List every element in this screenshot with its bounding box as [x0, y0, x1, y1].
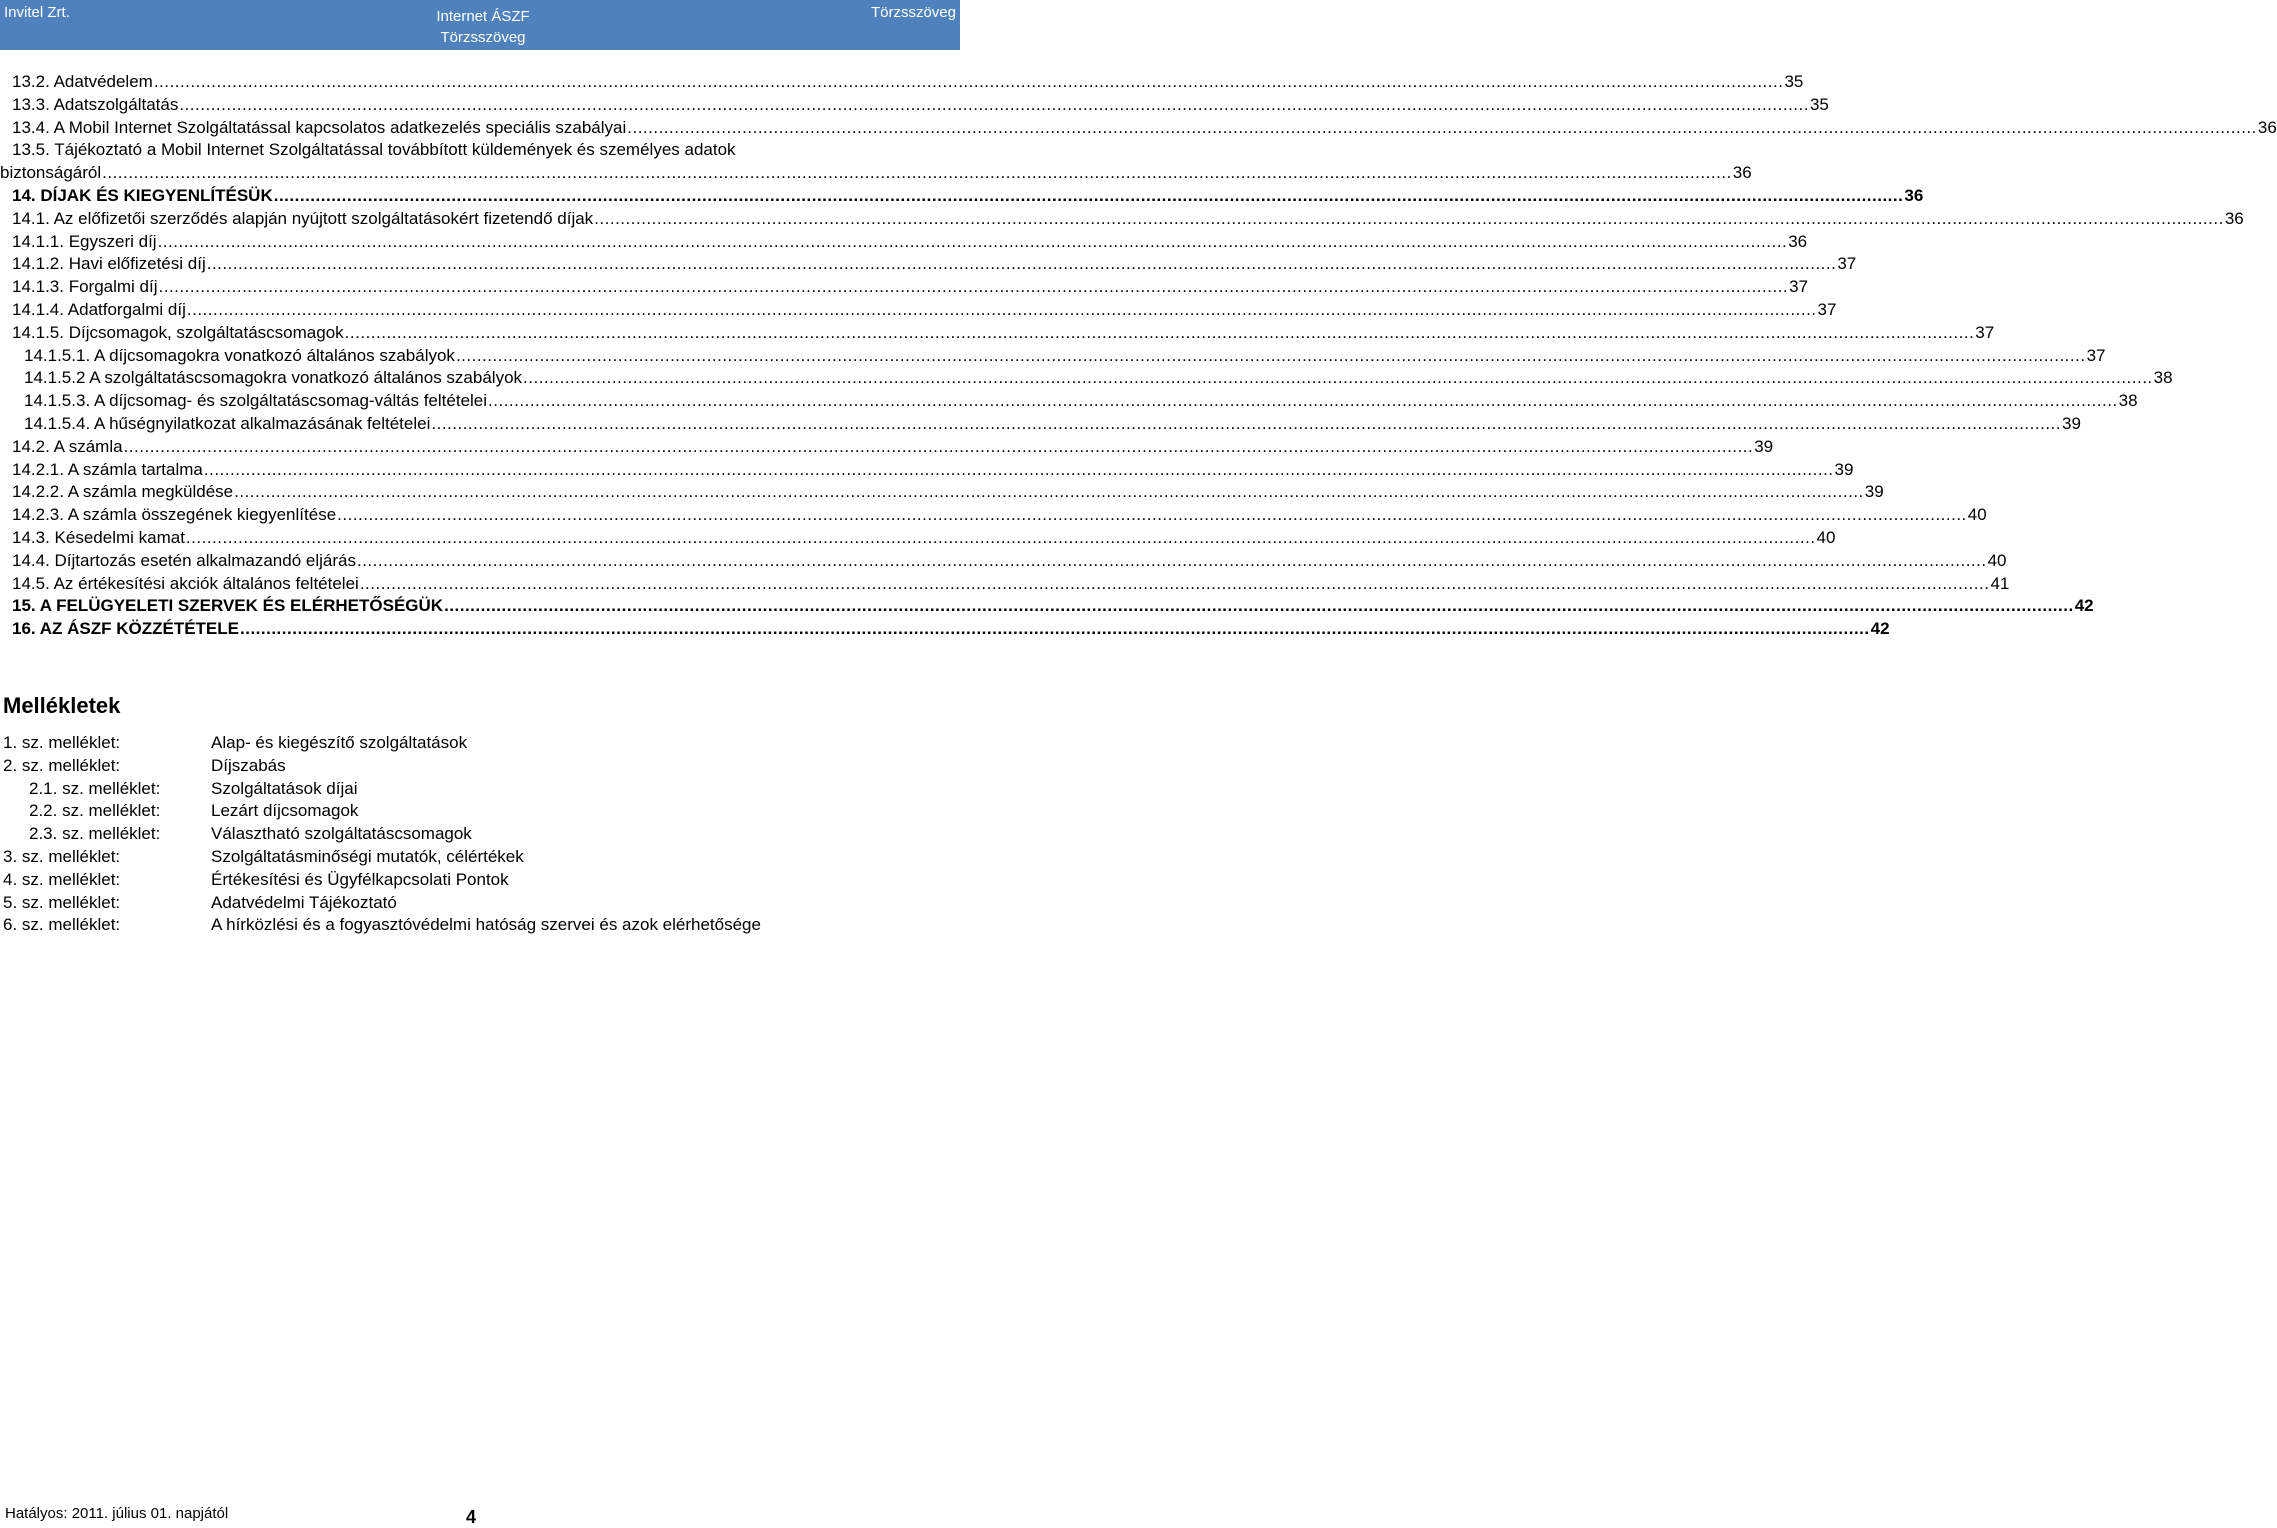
- header-section: Törzsszöveg: [870, 4, 956, 21]
- appendix-label: 4. sz. melléklet:: [3, 869, 121, 889]
- appendix-item: [3, 892, 953, 915]
- footer-page-number: 4: [466, 1507, 477, 1527]
- toc-leader-dots: [431, 413, 2061, 436]
- appendix-item: [3, 732, 953, 755]
- toc-entry-page: 36: [1904, 185, 1924, 205]
- header-company: Invitel Zrt.: [4, 4, 70, 21]
- toc-entry[interactable]: [12, 117, 2277, 140]
- table-of-contents: [0, 71, 2277, 641]
- appendix-item: [3, 778, 953, 801]
- appendix-item: [3, 823, 953, 846]
- toc-entry-page: 41: [1990, 573, 2010, 593]
- toc-entry-page: 37: [1789, 277, 1809, 297]
- toc-entry-title: 14.1.4. Adatforgalmi díj: [12, 299, 186, 319]
- toc-entry[interactable]: [12, 527, 1836, 550]
- toc-leader-dots: [186, 527, 1816, 550]
- appendices-list: [3, 732, 953, 937]
- toc-leader-dots: [240, 618, 1870, 641]
- toc-entry-title: 14.1.1. Egyszeri díj: [12, 231, 157, 251]
- toc-leader-dots: [102, 162, 1732, 185]
- toc-leader-dots: [357, 550, 1987, 573]
- toc-entry-title: 14.1. Az előfizetői szerződés alapján nyújtott szolgáltatásokért fizetendő díjak: [12, 208, 594, 228]
- toc-entry-page: 37: [1817, 299, 1837, 319]
- appendix-title: Adatvédelmi Tájékoztató: [211, 892, 397, 912]
- appendices-title: Mellékletek: [3, 693, 121, 718]
- toc-entry-page: 39: [1864, 482, 1884, 502]
- toc-leader-dots: [337, 504, 1967, 527]
- toc-leader-dots: [204, 459, 1834, 482]
- toc-leader-dots: [456, 345, 2086, 368]
- appendix-title: Választható szolgáltatáscsomagok: [211, 824, 472, 844]
- toc-leader-dots: [158, 231, 1788, 254]
- toc-entry-title: 14.1.3. Forgalmi díj: [12, 277, 158, 297]
- toc-entry[interactable]: [12, 208, 2244, 231]
- toc-entry-page: 37: [1837, 254, 1857, 274]
- toc-entry-page: 40: [1816, 527, 1836, 547]
- toc-entry-title: 13.5. Tájékoztató a Mobil Internet Szolgáltatással továbbított küldemények és személyes adatok: [12, 140, 736, 160]
- toc-entry-page: 40: [1967, 505, 1987, 525]
- appendix-item: [3, 869, 953, 892]
- toc-entry-page: 36: [1788, 231, 1808, 251]
- toc-entry[interactable]: [12, 413, 2081, 436]
- toc-entry[interactable]: [12, 573, 2010, 596]
- toc-entry-title: 14. DÍJAK ÉS KIEGYENLÍTÉSÜK: [12, 185, 273, 205]
- toc-leader-dots: [345, 322, 1975, 345]
- toc-entry-page: 37: [2086, 345, 2106, 365]
- toc-entry-title: 13.2. Adatvédelem: [12, 72, 153, 91]
- appendix-title: Értékesítési és Ügyfélkapcsolati Pontok: [211, 869, 509, 889]
- toc-entry-title: 14.2.1. A számla tartalma: [12, 459, 203, 479]
- toc-entry[interactable]: [12, 618, 1890, 641]
- toc-entry[interactable]: [12, 459, 1854, 482]
- toc-entry-page: 39: [1834, 459, 1854, 479]
- toc-entry[interactable]: [12, 367, 2173, 390]
- toc-entry-page: 42: [1870, 619, 1890, 639]
- appendix-item: [3, 914, 953, 937]
- header-title: [358, 6, 608, 48]
- toc-entry-title: 14.1.2. Havi előfizetési díj: [12, 254, 206, 274]
- appendix-title: Szolgáltatások díjai: [211, 778, 358, 798]
- appendix-item: [3, 846, 953, 869]
- toc-entry-page: 38: [2118, 391, 2138, 411]
- toc-leader-dots: [159, 276, 1789, 299]
- toc-leader-dots: [234, 481, 1864, 504]
- toc-entry-title: 13.4. A Mobil Internet Szolgáltatással kapcsolatos adatkezelés speciális szabályai: [12, 117, 627, 137]
- toc-entry-title: 14.1.5.4. A hűségnyilatkozat alkalmazásának feltételei: [24, 413, 431, 433]
- toc-leader-dots: [207, 253, 1837, 276]
- toc-entry-page: 39: [2062, 413, 2081, 433]
- appendix-label: 2. sz. melléklet:: [3, 755, 121, 775]
- toc-leader-dots: [594, 208, 2224, 231]
- appendix-title: A hírközlési és a fogyasztóvédelmi hatóság szervei és azok elérhetősége: [211, 915, 761, 935]
- toc-entry[interactable]: [12, 299, 1837, 322]
- toc-entry-title: 14.3. Késedelmi kamat: [12, 527, 185, 547]
- toc-entry-page: 37: [1975, 322, 1995, 342]
- appendix-item: [3, 800, 953, 823]
- toc-entry[interactable]: [12, 231, 1808, 254]
- toc-entry-title: 14.1.5.2 A szolgáltatáscsomagokra vonatkozó általános szabályok: [24, 368, 523, 388]
- toc-entry-title: 14.4. Díjtartozás esetén alkalmazandó eljárás: [12, 550, 356, 570]
- appendix-label: 2.1. sz. melléklet:: [29, 778, 161, 798]
- toc-entry[interactable]: [12, 276, 1809, 299]
- toc-entry-page: 35: [1809, 94, 1829, 114]
- toc-entry-title: 14.2.3. A számla összegének kiegyenlítése: [12, 505, 337, 525]
- toc-entry[interactable]: [12, 253, 1857, 276]
- toc-leader-dots: [187, 299, 1817, 322]
- toc-entry-title: 13.3. Adatszolgáltatás: [12, 94, 179, 114]
- toc-entry-page: 40: [1987, 550, 2007, 570]
- appendix-title: Lezárt díjcsomagok: [211, 801, 359, 821]
- toc-entry-page: 39: [1754, 436, 1774, 456]
- toc-entry-page: 38: [2153, 368, 2173, 388]
- appendix-label: 5. sz. melléklet:: [3, 892, 121, 912]
- appendix-label: 3. sz. melléklet:: [3, 846, 121, 866]
- toc-leader-dots: [274, 185, 1904, 208]
- appendix-title: Szolgáltatásminőségi mutatók, célértékek: [211, 846, 524, 866]
- toc-entry-title-cont: biztonságáról: [0, 163, 102, 183]
- toc-leader-dots: [124, 436, 1754, 459]
- appendix-label: 2.2. sz. melléklet:: [29, 801, 161, 821]
- toc-entry-title: 14.1.5. Díjcsomagok, szolgáltatáscsomagok: [12, 322, 344, 342]
- toc-entry[interactable]: [12, 481, 1884, 504]
- toc-leader-dots: [444, 595, 2074, 618]
- toc-leader-dots: [523, 367, 2153, 390]
- toc-entry-title: 14.5. Az értékesítési akciók általános feltételei: [12, 573, 359, 593]
- toc-entry[interactable]: [12, 550, 2007, 573]
- toc-entry[interactable]: [12, 94, 1829, 117]
- toc-entry-title: 14.1.5.1. A díjcsomagokra vonatkozó általános szabályok: [24, 345, 455, 365]
- toc-entry-title: 14.2.2. A számla megküldése: [12, 482, 234, 502]
- footer-effective-date: Hatályos: 2011. július 01. napjától: [5, 1505, 229, 1522]
- appendix-label: 6. sz. melléklet:: [3, 915, 121, 935]
- header-title-line2: Törzsszöveg: [440, 29, 526, 46]
- appendix-item: [3, 755, 953, 778]
- toc-entry[interactable]: [12, 185, 1924, 208]
- toc-entry[interactable]: [12, 71, 1804, 94]
- appendix-title: Díjszabás: [211, 755, 286, 775]
- toc-entry[interactable]: [12, 436, 1774, 459]
- appendix-title: Alap- és kiegészítő szolgáltatások: [211, 733, 468, 752]
- toc-entry-page: 35: [1784, 72, 1804, 91]
- toc-entry[interactable]: [0, 139, 1752, 185]
- page-header: [0, 0, 960, 50]
- toc-entry-title: 14.2. A számla: [12, 436, 123, 456]
- toc-entry[interactable]: [12, 345, 2106, 368]
- toc-leader-dots: [488, 390, 2118, 413]
- toc-leader-dots: [627, 117, 2257, 140]
- toc-entry-page: 36: [2224, 208, 2244, 228]
- appendix-label: 2.3. sz. melléklet:: [29, 824, 161, 844]
- toc-leader-dots: [154, 71, 1784, 94]
- toc-entry-title: 16. AZ ÁSZF KÖZZÉTÉTELE: [12, 619, 239, 639]
- toc-entry[interactable]: [12, 595, 2094, 618]
- toc-leader-dots: [360, 573, 1990, 596]
- appendix-label: 1. sz. melléklet:: [3, 733, 121, 752]
- toc-entry-page: 36: [1732, 163, 1752, 183]
- toc-entry-page: 36: [2257, 117, 2277, 137]
- toc-leader-dots: [179, 94, 1809, 117]
- toc-entry[interactable]: [12, 390, 2138, 413]
- toc-entry[interactable]: [12, 322, 1995, 345]
- header-title-line1: Internet ÁSZF: [436, 8, 530, 25]
- toc-entry-page: 42: [2074, 596, 2094, 616]
- toc-entry-title: 15. A FELÜGYELETI SZERVEK ÉS ELÉRHETŐSÉGÜK: [12, 596, 444, 616]
- toc-entry-title: 14.1.5.3. A díjcsomag- és szolgáltatáscsomag-váltás feltételei: [24, 391, 488, 411]
- toc-entry[interactable]: [12, 504, 1987, 527]
